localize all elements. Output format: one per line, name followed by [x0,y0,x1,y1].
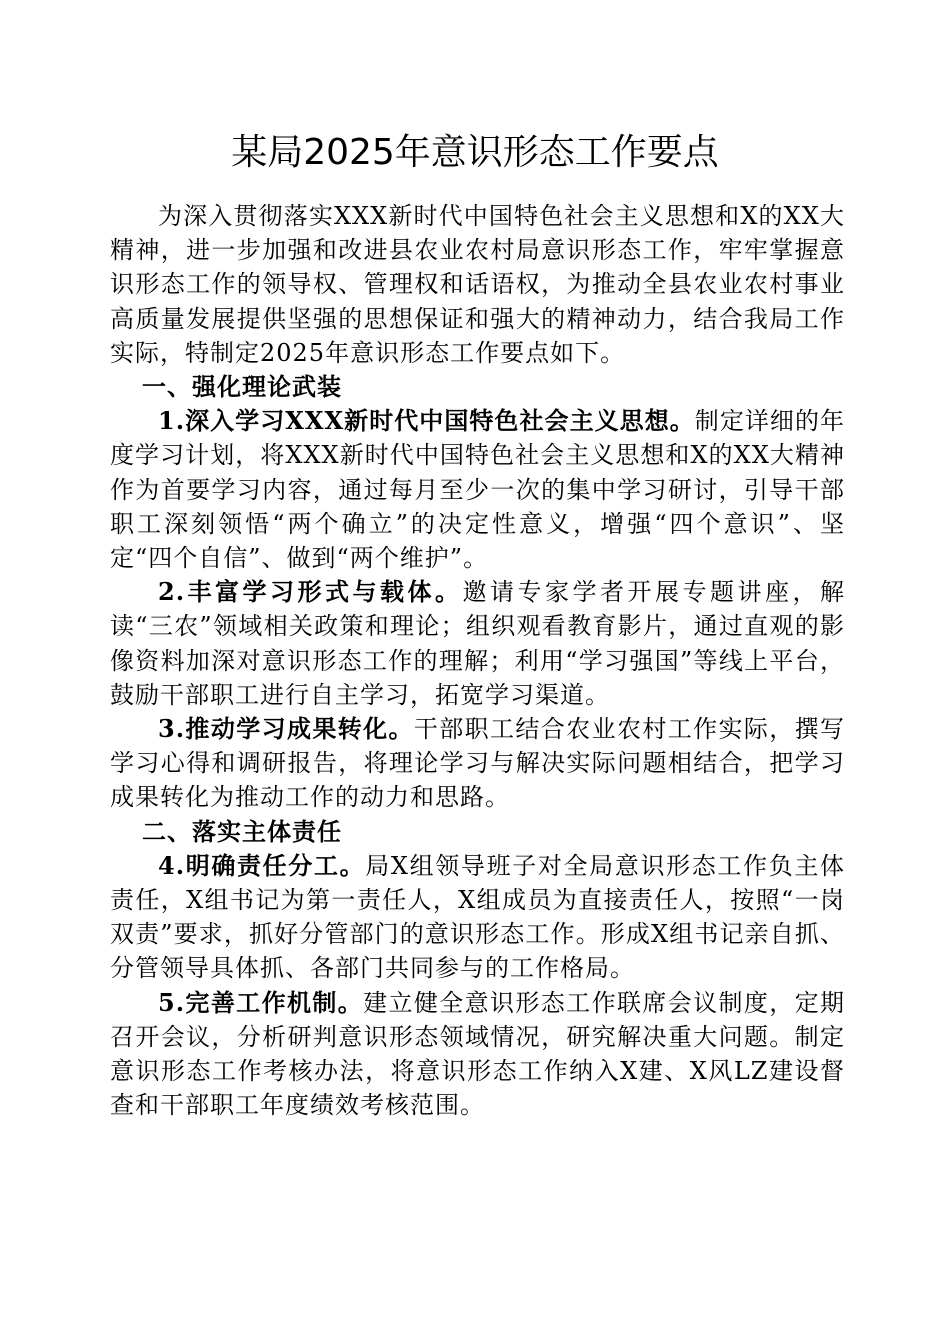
item-text-3: 干部职工结合农业农村工作实际，撰写学习心得和调研报告，将理论学习与解决实际问题相结合，把学习成果转化为推动工作的动力和思路。 [110,715,846,812]
item-lead-3: 3.推动学习成果转化。 [158,714,414,744]
intro-paragraph: 为深入贯彻落实XXX新时代中国特色社会主义思想和X的XX大精神，进一步加强和改进县农业农村局意识形态工作，牢牢掌握意识形态工作的领导权、管理权和话语权，为推动全县农业农村事业高质量发展提供坚强的思想保证和强大的精神动力，结合我局工作实际，特制定2025年意识形态工作要点如下。 [110,202,845,367]
item-lead-1: 1.深入学习XXX新时代中国特色社会主义思想。 [158,406,695,436]
item-paragraph-1 [110,404,845,575]
item-text-1: 制定详细的年度学习计划，将XXX新时代中国特色社会主义思想和X的XX大精神作为首要学习内容，通过每月至少一次的集中学习研讨，引导干部职工深刻领悟“两个确立”的决定性意义，增强“四个意识”、坚定“四个自信”、做到“两个维护”。 [110,407,845,573]
item-lead-5: 5.完善工作机制。 [158,987,364,1017]
section-heading-1: 一、强化理论武装 [142,372,342,402]
item-lead-4: 4.明确责任分工。 [158,850,366,880]
item-paragraph-3 [110,712,845,815]
item-text-4: 局X组领导班子对全局意识形态工作负主体责任，X组书记为第一责任人，X组成员为直接责任人，按照“一岗双责”要求，抓好分管部门的意识形态工作。形成X组书记亲自抓、分管领导具体抓、各部门共同参与的工作格局。 [110,851,845,983]
item-text-2: 邀请专家学者开展专题讲座，解读“三农”领域相关政策和理论；组织观看教育影片，通过直观的影像资料加深对意识形态工作的理解；利用“学习强国”等线上平台，鼓励干部职工进行自主学习，拓宽学习渠道。 [110,578,845,709]
document-title: 某局2025年意识形态工作要点 [231,132,719,173]
item-paragraph-4 [110,849,845,986]
document-body [110,199,845,1122]
item-lead-2: 2.丰富学习形式与载体。 [158,577,463,607]
item-paragraph-2 [110,575,845,712]
section-heading-2: 二、落实主体责任 [142,816,342,846]
item-paragraph-5 [110,986,845,1123]
item-text-5: 建立健全意识形态工作联席会议制度，定期召开会议，分析研判意识形态领域情况，研究解决重大问题。制定意识形态工作考核办法，将意识形态工作纳入X建、X风LZ建设督查和干部职工年度绩效考核范围。 [110,988,846,1120]
